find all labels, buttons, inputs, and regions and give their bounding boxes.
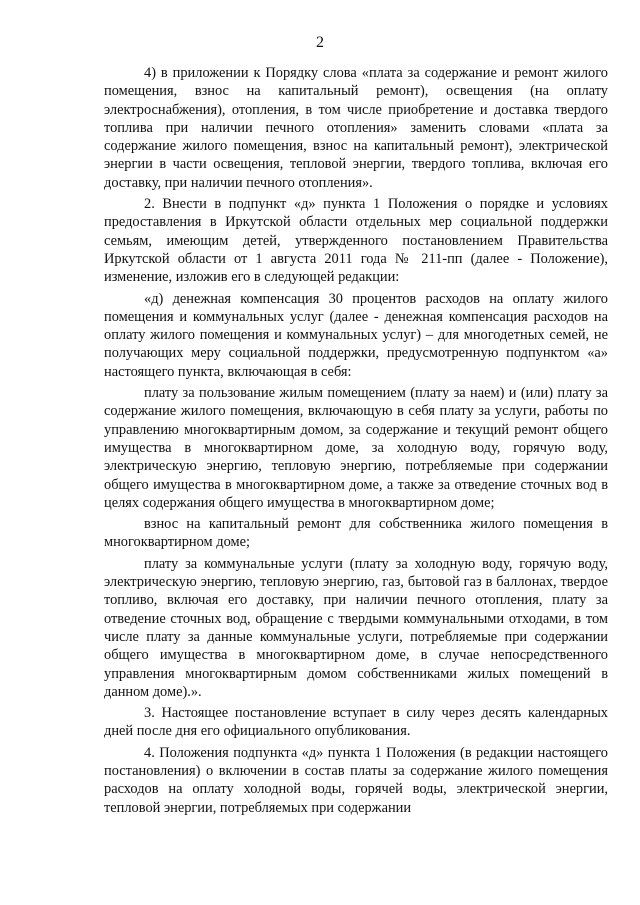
paragraph-utilities: плату за коммунальные услуги (плату за холодную воду, горячую воду, электрическую энергию, тепловую энергию, газ, бытовой газ в баллонах, твердое топливо, включая его доставку, при наличии печного отопления, плату за отведение сточных вод, обращение с твердыми коммунальными отходами, в том числе плату за данные коммунальные услуги, потребляемые при содержании общего имущества в многоквартирном доме, в случае непосредственного управления многоквартирным домом собственниками жилых помещений в данном доме).».	[104, 555, 608, 700]
paragraph-clause-2: 2. Внести в подпункт «д» пункта 1 Положения о порядке и условиях предоставления в Иркутской области отдельных мер социальной поддержки семьям, имеющим детей, утвержденного постановлением Правительства Иркутской области от 1 августа 2011 года № 211-пп (далее - Положение), изменение, изложив его в следующей редакции:	[104, 196, 608, 286]
paragraph-item-4: 4) в приложении к Порядку слова «плата за содержание и ремонт жилого помещения, взнос на капитальный ремонт), освещения (на оплату электроснабжения), отопления, в том числе приобретение и доставка твердого топлива при наличии печного отопления» заменить словами «плата за содержание жилого помещения, взнос на капитальный ремонт), электрической энергии в части освещения, тепловой энергии, твердого топлива, включая его доставку, при наличии печного отопления».	[104, 65, 608, 191]
paragraph-clause-3: 3. Настоящее постановление вступает в силу через десять календарных дней после дня его официального опубликования.	[104, 705, 608, 740]
page-number: 2	[316, 34, 324, 51]
paragraph-housing-fee: плату за пользование жилым помещением (плату за наем) и (или) плату за содержание жилого помещения, включающую в себя плату за услуги, работы по управлению многоквартирным домом, за содержание и текущий ремонт общего имущества в многоквартирном доме, за холодную воду, горячую воду, электрическую энергию, тепловую энергию, потребляемые при содержании общего имущества в многоквартирном доме, а также за отведение сточных вод в целях содержания общего имущества в многоквартирном доме;	[104, 385, 608, 511]
paragraph-capital-repair: взнос на капитальный ремонт для собственника жилого помещения в многоквартирном доме;	[104, 516, 608, 551]
paragraph-clause-4: 4. Положения подпункта «д» пункта 1 Положения (в редакции настоящего постановления) о включении в состав платы за содержание жилого помещения расходов на оплату холодной воды, горячей воды, электрической энергии, тепловой энергии, потребляемых при содержании	[104, 744, 608, 816]
document-body	[104, 64, 608, 817]
paragraph-subclause-d: «д) денежная компенсация 30 процентов расходов на оплату жилого помещения и коммунальных услуг (далее - денежная компенсация расходов на оплату жилого помещения и коммунальных услуг) – для многодетных семей, не получающих меру социальной поддержки, предусмотренную подпунктом «а» настоящего пункта, включающая в себя:	[104, 290, 608, 380]
